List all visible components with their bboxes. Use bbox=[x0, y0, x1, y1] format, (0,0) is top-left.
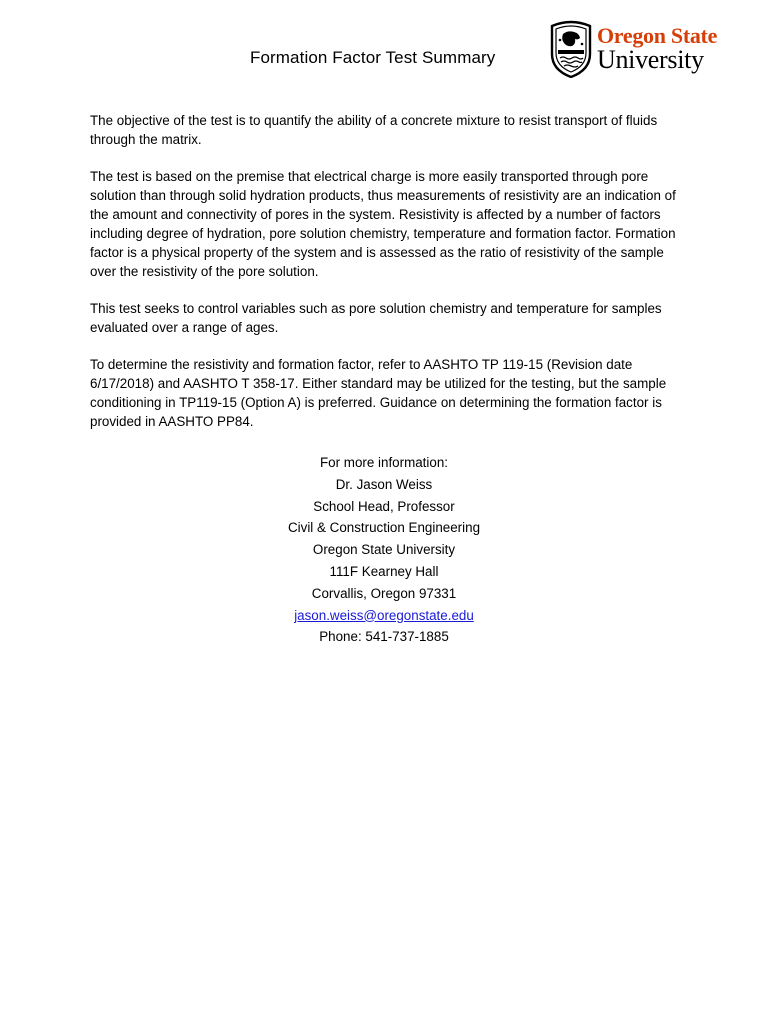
paragraph-variables: This test seeks to control variables such as pore solution chemistry and temperature for samples evaluated over a range of ages. bbox=[90, 301, 662, 335]
summary-body bbox=[90, 111, 680, 449]
logo-line-university: University bbox=[597, 45, 704, 74]
paragraph-objective: The objective of the test is to quantify the ability of a concrete mixture to resist transport of fluids through the matrix. bbox=[90, 113, 658, 147]
page-title: Formation Factor Test Summary bbox=[250, 48, 496, 67]
contact-city: Corvallis, Oregon 97331 bbox=[311, 585, 457, 601]
contact-institution: Oregon State University bbox=[312, 542, 456, 558]
contact-department: Civil & Construction Engineering bbox=[287, 520, 481, 536]
paragraph-standards: To determine the resistivity and formation factor, refer to AASHTO TP 119-15 (Revision date 6/17/2018) and AASHTO T 358-17. Either standard may be utilized for the testing, but the sample conditioning in TP119-15 (Option A) is preferred. Guidance on determining the formation factor is provided in AASHTO PP84. bbox=[90, 357, 667, 429]
logo-line-oregon-state: Oregon State bbox=[597, 23, 718, 48]
contact-phone: Phone: 541-737-1885 bbox=[319, 629, 449, 645]
osu-wordmark bbox=[597, 25, 717, 73]
contact-position: School Head, Professor bbox=[313, 498, 455, 514]
contact-heading: For more information: bbox=[320, 455, 448, 470]
osu-seal-icon bbox=[548, 20, 594, 78]
osu-logo bbox=[546, 19, 732, 81]
contact-block bbox=[200, 452, 568, 648]
contact-name: Dr. Jason Weiss bbox=[335, 476, 433, 492]
contact-email-link[interactable]: jason.weiss@oregonstate.edu bbox=[294, 607, 474, 623]
contact-office: 111F Kearney Hall bbox=[329, 563, 439, 579]
paragraph-premise: The test is based on the premise that electrical charge is more easily transported through pore solution than through solid hydration products, thus measurements of resistivity are an indication of the amount and connectivity of pores in the system. Resistivity is affected by a number of factors including degree of hydration, pore solution chemistry, temperature and formation factor. Formation factor is a physical property of the system and is assessed as the ratio of resistivity of the sample over the resistivity of the pore solution. bbox=[90, 169, 676, 279]
